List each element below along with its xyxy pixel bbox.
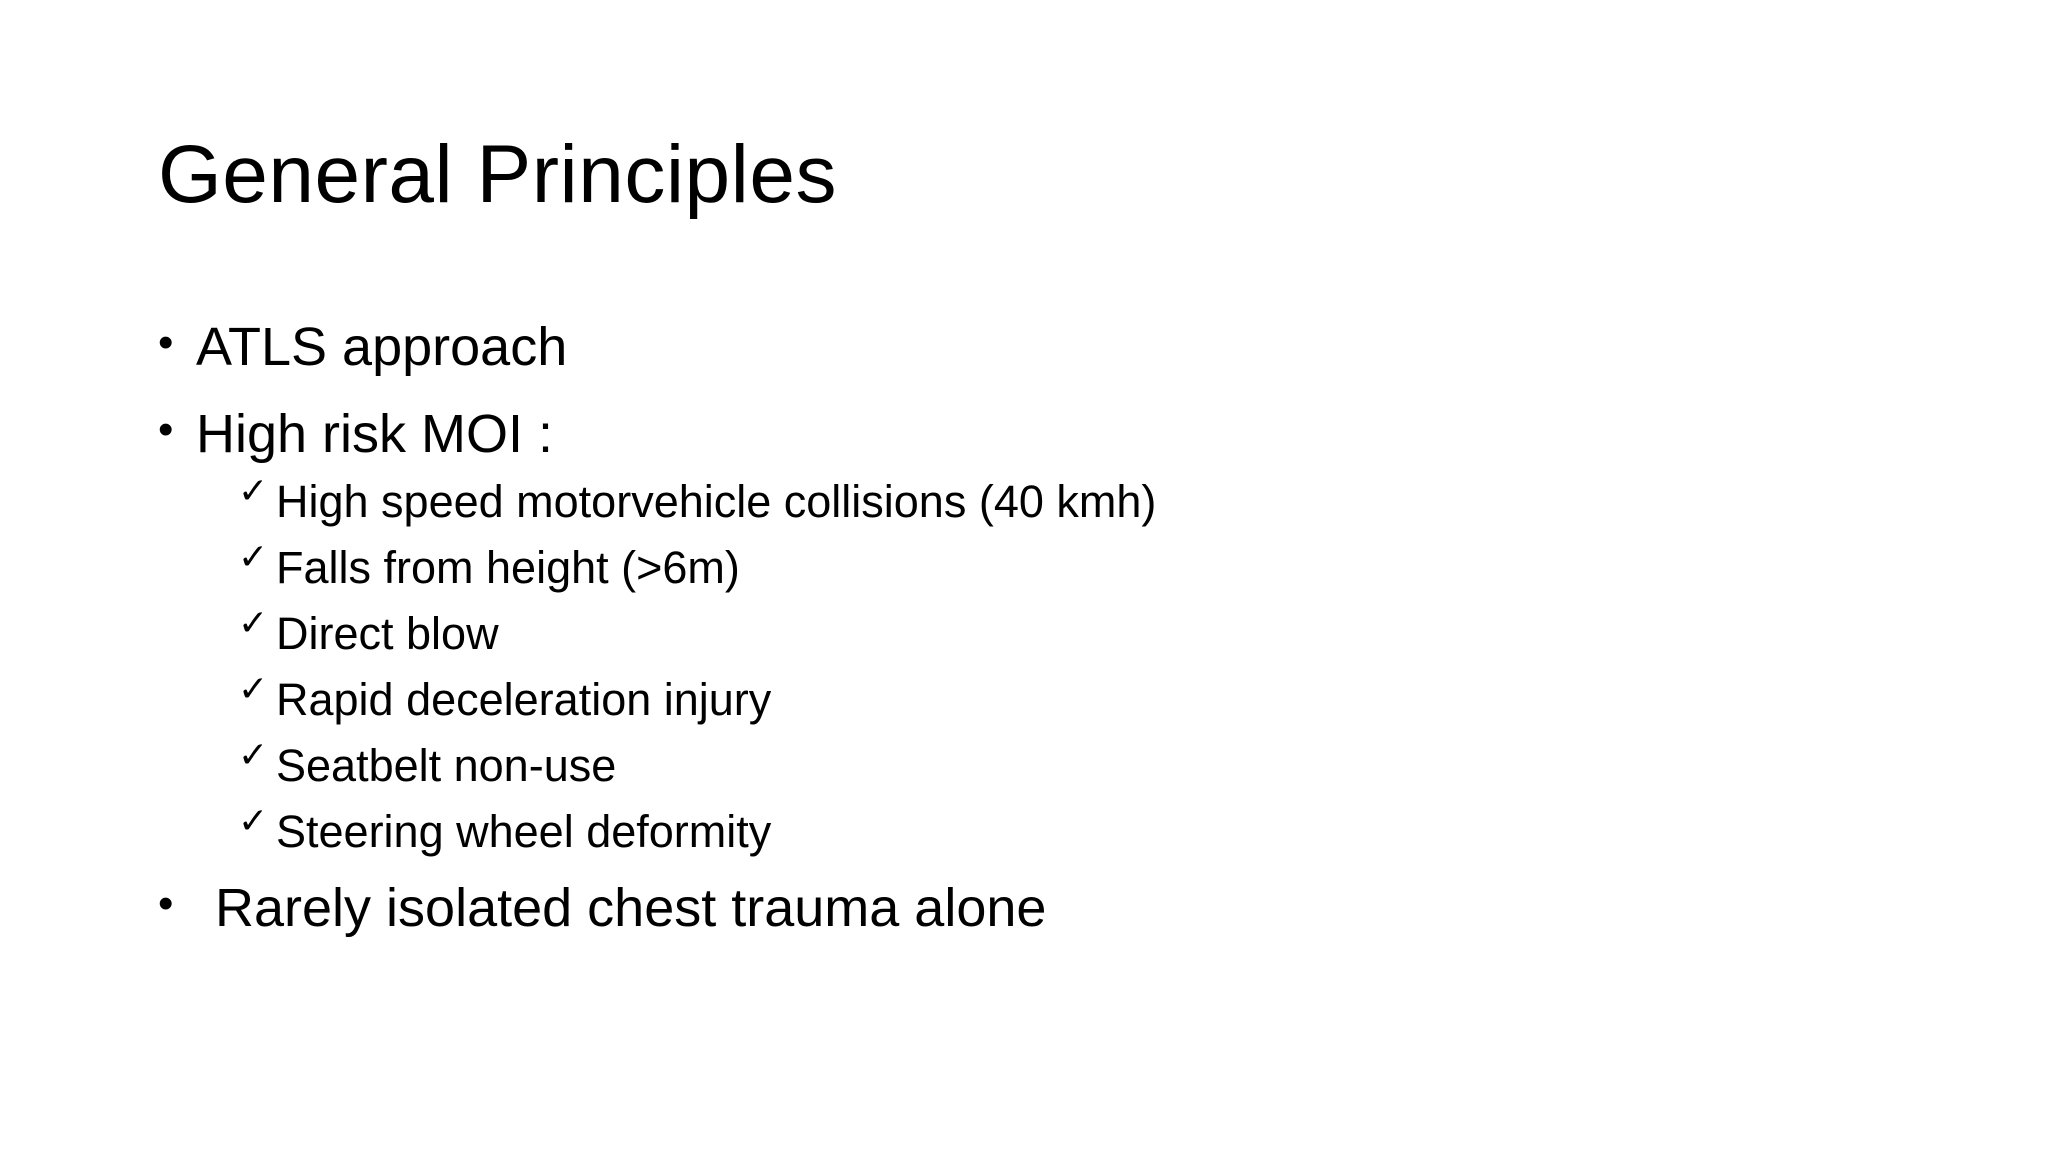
- sub-bullet-item: [158, 469, 1858, 535]
- sub-bullet-text: Seatbelt non-use: [276, 740, 617, 791]
- sub-bullet-item: [158, 601, 1858, 667]
- bullet-text: High risk MOI :: [196, 404, 554, 464]
- slide-content: [158, 312, 1858, 960]
- bullet-text: ATLS approach: [196, 317, 568, 377]
- bullet-item: [158, 312, 1858, 382]
- checkmark-icon: ✓: [238, 537, 269, 578]
- sub-bullet-text: Rapid deceleration injury: [276, 674, 772, 725]
- checkmark-icon: ✓: [238, 471, 269, 512]
- slide-title: General Principles: [158, 129, 837, 220]
- sub-bullet-text: Falls from height (>6m): [276, 542, 740, 593]
- sub-bullet-list: [158, 469, 1858, 865]
- bullet-dot-icon: •: [158, 879, 174, 928]
- sub-bullet-text: Direct blow: [276, 608, 499, 659]
- sub-bullet-item: [158, 799, 1858, 865]
- checkmark-icon: ✓: [238, 669, 269, 710]
- bullet-text: Rarely isolated chest trauma alone: [215, 878, 1047, 938]
- checkmark-icon: ✓: [238, 735, 269, 776]
- bullet-item: [158, 399, 1858, 469]
- checkmark-icon: ✓: [238, 801, 269, 842]
- bullet-dot-icon: •: [158, 318, 174, 367]
- sub-bullet-item: [158, 535, 1858, 601]
- bullet-dot-icon: •: [158, 405, 174, 454]
- sub-bullet-item: [158, 733, 1858, 799]
- sub-bullet-item: [158, 667, 1858, 733]
- bullet-item: [158, 873, 1858, 943]
- checkmark-icon: ✓: [238, 603, 269, 644]
- sub-bullet-text: High speed motorvehicle collisions (40 kmh): [276, 476, 1157, 527]
- sub-bullet-text: Steering wheel deformity: [276, 806, 772, 857]
